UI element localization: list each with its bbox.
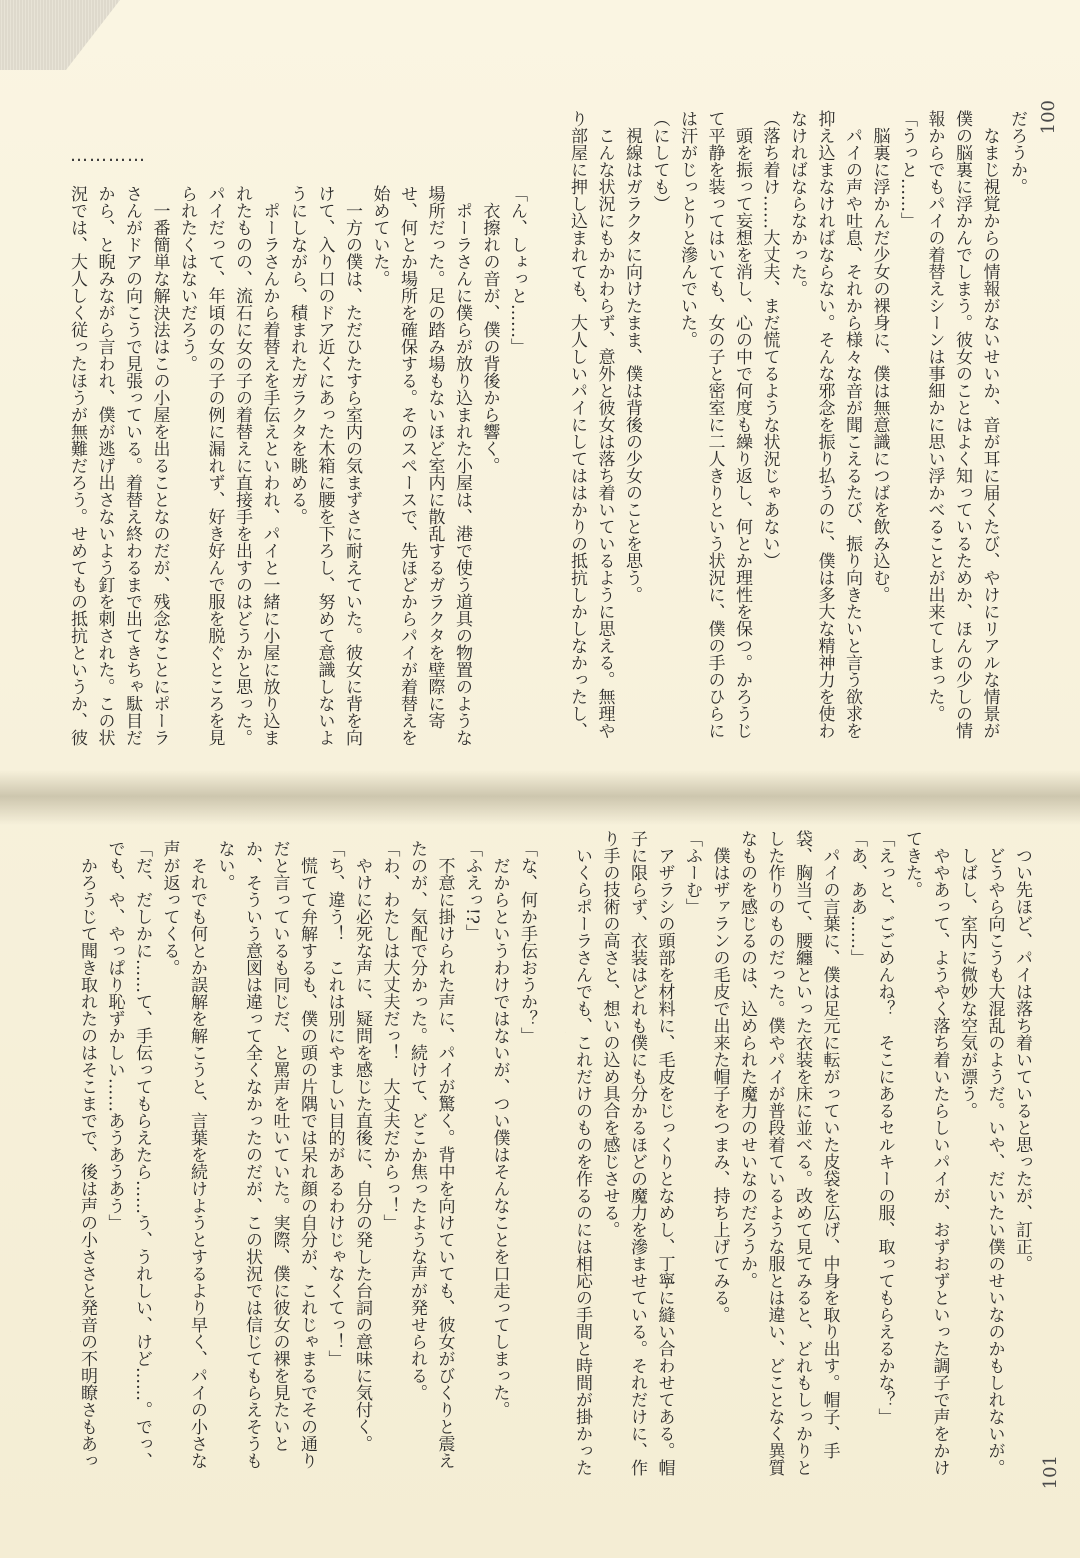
paragraph: 「えっと、ごごめんね？ そこにあるセルキーの服、取ってもらえるかな？」 <box>874 830 895 1425</box>
paragraph: 「ん、しょっと……」 <box>507 185 527 355</box>
top-page-right-column <box>560 110 1030 750</box>
paragraph: こんな状況にもかかわらず、意外と彼女は落ち着いているように思える。無理やり部屋に押し込まれても、大人しいパイにしてははかりの抵抗しかしなかったし、 <box>567 110 615 739</box>
paragraph: 「ち、違う！ これは別にやましい目的があるわけじゃなくてっ！」 <box>324 840 345 1367</box>
paragraph: ポーラさんから着替えを手伝えといわれ、パイと一緒に小屋に放り込まれたものの、流石に女の子の着替えに直接手を出すのはどうかと思った。パイだって、年頃の女の子の例に漏れず、好き好んで服を脱ぐところを見られたくはないだろう。 <box>177 185 280 746</box>
paragraph: 脳裏に浮かんだ少女の裸身に、僕は無意識につばを飲み込む。 <box>869 127 890 603</box>
paragraph: やけに必死な声に、疑問を感じた直後に、自分の発した台詞の意味に気付く。 <box>352 857 372 1452</box>
paragraph: 一番簡単な解決法はこの小屋を出ることなのだが、残念なことにポーラさんがドアの向こうで見張っている。着替え終わるまで出てきちゃ駄目だから、と睨みながら言われ、僕が逃げ出さないよう釘を刺された。この状況では、大人しく従ったほうが無難だろう。せめてもの抵抗というか、彼 <box>67 185 170 746</box>
paragraph: つい先ほど、パイは落ち着いていると思ったが、訂正。 <box>1012 847 1032 1272</box>
bottom-page-left-column <box>70 840 540 1480</box>
paragraph: 不意に掛けられた声に、パイが驚く。背中を向けていても、彼女がびくりと震えたのが、気配で分かった。続けて、どこか焦ったような声が発せられる。 <box>407 840 455 1469</box>
paragraph: だからというわけではないが、つい僕はそんなことを口走ってしまった。 <box>489 857 510 1418</box>
paragraph: ややあって、ようやく落ち着いたらしいパイが、おずおずといった調子で声をかけてきた。 <box>902 830 950 1476</box>
paragraph: 僕はザァランの毛皮で出来た帽子をつまみ、持ち上げてみる。 <box>709 847 730 1323</box>
paragraph: 「あ、ああ……」 <box>847 830 867 966</box>
paragraph: 衣擦れの音が、僕の背後から響く。 <box>479 202 500 474</box>
paragraph: （落ち着け……大丈夫、まだ慌てるような状況じゃあない） <box>759 110 780 569</box>
paragraph: 一方の僕は、ただひたすら室内の気まずさに耐えていた。彼女に背を向けて、入り口のドア近くにあった木箱に腰を下ろし、努めて意識しないようにしながら、積まれたガラクタを眺める。 <box>287 185 362 746</box>
page-number-bottom: 101 <box>1040 1455 1061 1490</box>
paragraph: 「わ、わたしは大丈夫だっ！ 大丈夫だからっ！」 <box>379 840 400 1231</box>
paragraph: しばし、室内に微妙な空気が漂う。 <box>957 847 977 1119</box>
paragraph: 「ふーむ」 <box>682 830 702 915</box>
paragraph: 「うっと……」 <box>897 110 917 229</box>
paragraph: 「ふえっ!?」 <box>462 840 482 941</box>
section-break: ………… <box>70 145 146 166</box>
paragraph: なまじ視覚からの情報がないせいか、音が耳に届くたび、やけにリアルな情景が僕の脳裏に浮かんでしまう。彼女のことはよく知っているためか、ほんの少しの情報からでもパイの着替えシーンは事細かに思い浮かべることが出来てしまった。 <box>924 110 1000 739</box>
paragraph: かろうじて聞き取れたのはそこまでで、後は声の小ささと発音の不明瞭さもあっ <box>77 857 97 1469</box>
paragraph: パイの言葉に、僕は足元に転がっていた皮袋を広げ、中身を取り出す。帽子、手袋、胸当て、腰纏といった衣装を床に並べる。改めて見てみると、どれもしっかりとした作りのものだった。僕やパイが普段着ているような服とは違い、どことなく異質なものを感じるのは、込められた魔力のせいなのだろうか。 <box>737 830 840 1476</box>
paragraph: 視線はガラクタに向けたまま、僕は背後の少女のことを思う。 <box>622 127 642 603</box>
paragraph: 頭を振って妄想を消し、心の中で何度も繰り返し、何とか理性を保つ。かろうじて平静を装ってはいても、女の子と密室に二人きりという状況に、僕の手のひらには汗がじっとりと滲んでいた。 <box>677 110 752 739</box>
paragraph: ポーラさんに僕らが放り込まれた小屋は、港で使う道具の物置のような場所だった。足の踏み場もないほど室内に散乱するガラクタを壁際に寄せ、何とか場所を確保する。そのスペースで、先ほどからパイが着替えを始めていた。 <box>369 185 472 746</box>
paragraph: 「だ、だしかに……て、手伝ってもらえたら……う、うれしい、けど……。でっ、でも、や、やっぱり恥ずかしい……あうあうあう」 <box>104 840 152 1469</box>
gutter-shadow <box>0 770 1080 825</box>
paragraph: それでも何とか誤解を解こうと、言葉を続けようとするより早く、パイの小さな声が返ってくる。 <box>159 840 207 1469</box>
paragraph: 「な、何か手伝おうか？」 <box>517 840 537 1044</box>
paragraph: だろうか。 <box>1007 110 1027 195</box>
paragraph: いくらポーラさんでも、これだけのものを作るのには相応の手間と時間が掛かった <box>572 847 592 1476</box>
page-number-top: 100 <box>1038 100 1059 135</box>
paragraph: アザラシの頭部を材料に、毛皮をじっくりとなめし、丁寧に縫い合わせてある。帽子に限らず、衣装はどれも僕にも分かるほどの魔力を滲ませている。それだけに、作り手の技術の高さと、想いの込め具合を感じさせる。 <box>599 830 675 1476</box>
paragraph: （にしても） <box>649 110 670 212</box>
top-page-left-column <box>60 185 530 755</box>
bottom-page-right-column <box>565 830 1035 1480</box>
paragraph: どうやら向こうも大混乱のようだ。いや、だいたい僕のせいなのかもしれないが。 <box>984 847 1005 1476</box>
paragraph: 慌てて弁解するも、僕の頭の片隅では呆れ顔の自分が、これじゃまるでその通りだと言っているも同じだ、と罵声を吐いていた。実際、僕に彼女の裸を見たいとか、そういう意図は違って全くなかったのだが、この状況では信じてもらえそうもない。 <box>214 840 317 1469</box>
paragraph: パイの声や吐息、それから様々な音が聞こえるたび、振り向きたいと言う欲求を抑え込まなければならない。そんな邪念を振り払うのに、僕は多大な精神力を使わなければならなかった。 <box>787 110 862 739</box>
